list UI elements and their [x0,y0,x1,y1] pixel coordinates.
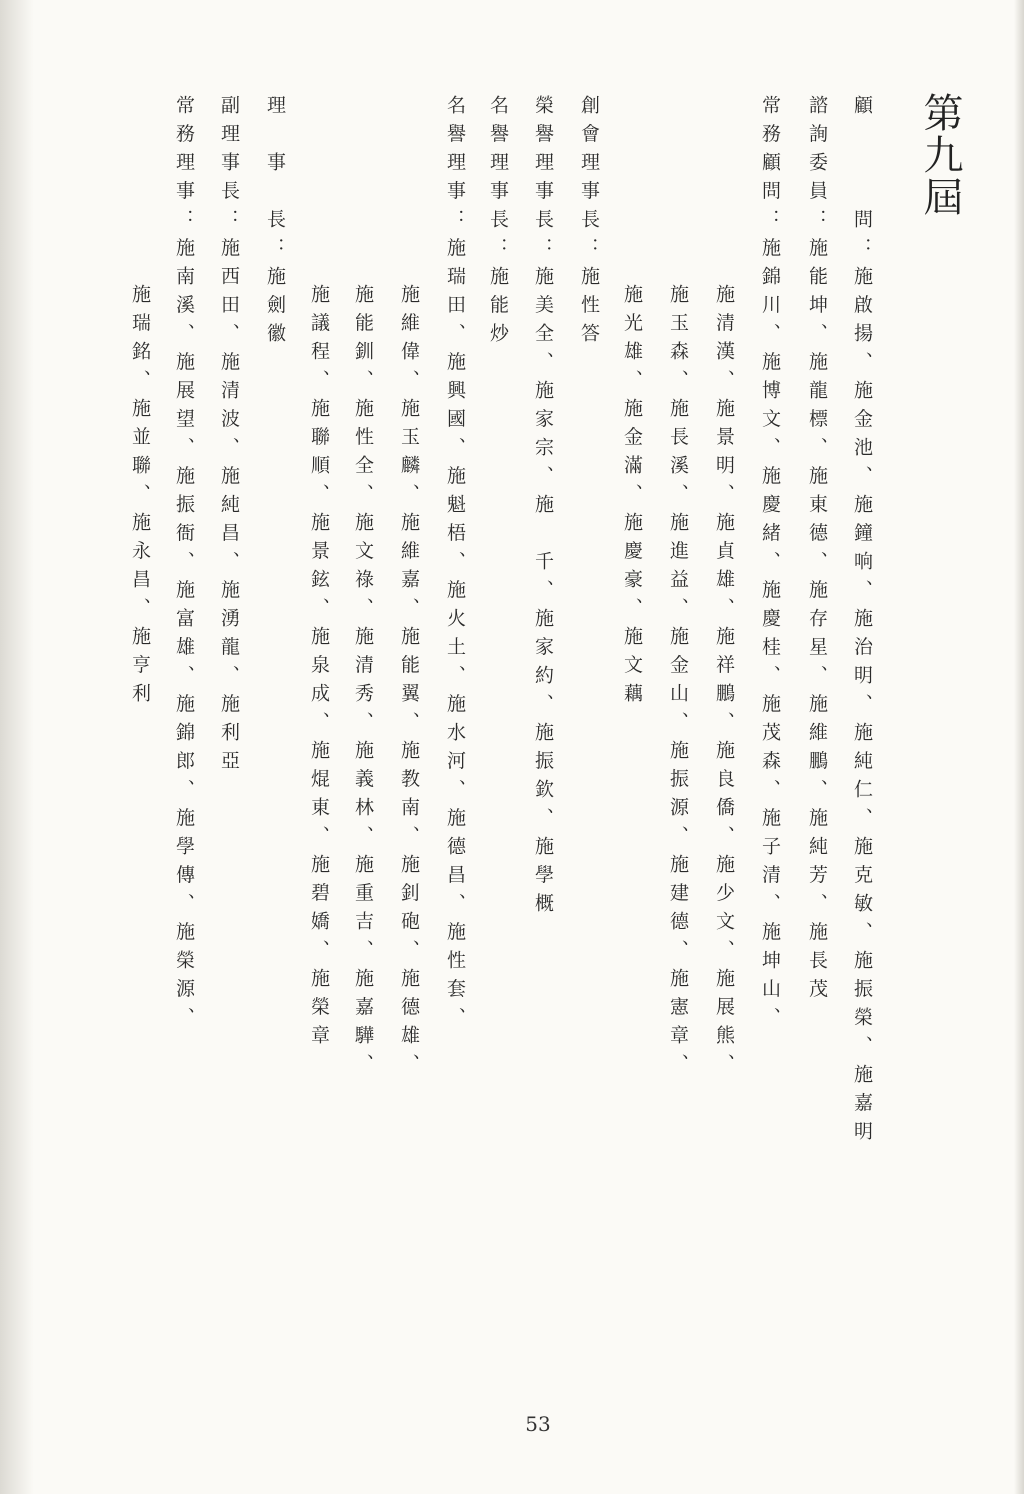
column-changwu-guwen: 常務顧問：施錦川、施博文、施慶緒、施慶桂、施茂森、施子清、施坤山、 [759,95,781,1036]
column-guwen: 顧 問：施啟揚、施金池、施鐘响、施治明、施純仁、施克敏、施振榮、施嘉明 [851,95,873,1150]
column-changwu-guwen-cont-3: 施光雄、施金滿、施慶豪、施文藕 [621,284,643,712]
column-lishizhang: 理 事 長：施劍徽 [264,95,286,352]
column-mingyu-lishi-cont-3: 施議程、施聯順、施景鉉、施泉成、施焜東、施碧嬌、施榮章 [308,284,330,1054]
column-fu-lishizhang: 副理事長：施西田、施清波、施純昌、施湧龍、施利亞 [218,95,240,779]
column-changwu-guwen-cont-2: 施玉森、施長溪、施進益、施金山、施振源、施建德、施憲章、 [667,284,689,1082]
column-mingyu-lishi: 名譽理事：施瑞田、施興國、施魁梧、施火土、施水河、施德昌、施性套、 [444,95,466,1036]
page-title: 第九屆 [917,92,963,218]
column-zixun-weiyuan: 諮詢委員：施能坤、施龍標、施東德、施存星、施維鵬、施純芳、施長茂 [806,95,828,1007]
column-chuanghui-lishizhang: 創會理事長：施性答 [578,95,600,352]
column-changwu-lishi: 常務理事：施南溪、施展望、施振衙、施富雄、施錦郎、施學傳、施榮源、 [173,95,195,1036]
page-gutter-shadow [0,0,34,1494]
column-changwu-guwen-cont-1: 施清漢、施景明、施貞雄、施祥鵬、施良僑、施少文、施展熊、 [713,284,735,1082]
page-edge-shadow [1014,0,1024,1494]
column-rongyu-lishizhang: 榮譽理事長：施美全、施家宗、施 千、施家約、施振欽、施學概 [532,95,554,922]
column-mingyu-lishizhang: 名譽理事長：施能炒 [487,95,509,352]
column-changwu-lishi-cont: 施瑞銘、施並聯、施永昌、施亨利 [129,284,151,712]
page-number: 53 [525,1412,551,1436]
column-mingyu-lishi-cont-1: 施維偉、施玉麟、施維嘉、施能翼、施教南、施釗砲、施德雄、 [398,284,420,1082]
column-mingyu-lishi-cont-2: 施能釧、施性全、施文祿、施清秀、施義林、施重吉、施嘉驊、 [352,284,374,1082]
